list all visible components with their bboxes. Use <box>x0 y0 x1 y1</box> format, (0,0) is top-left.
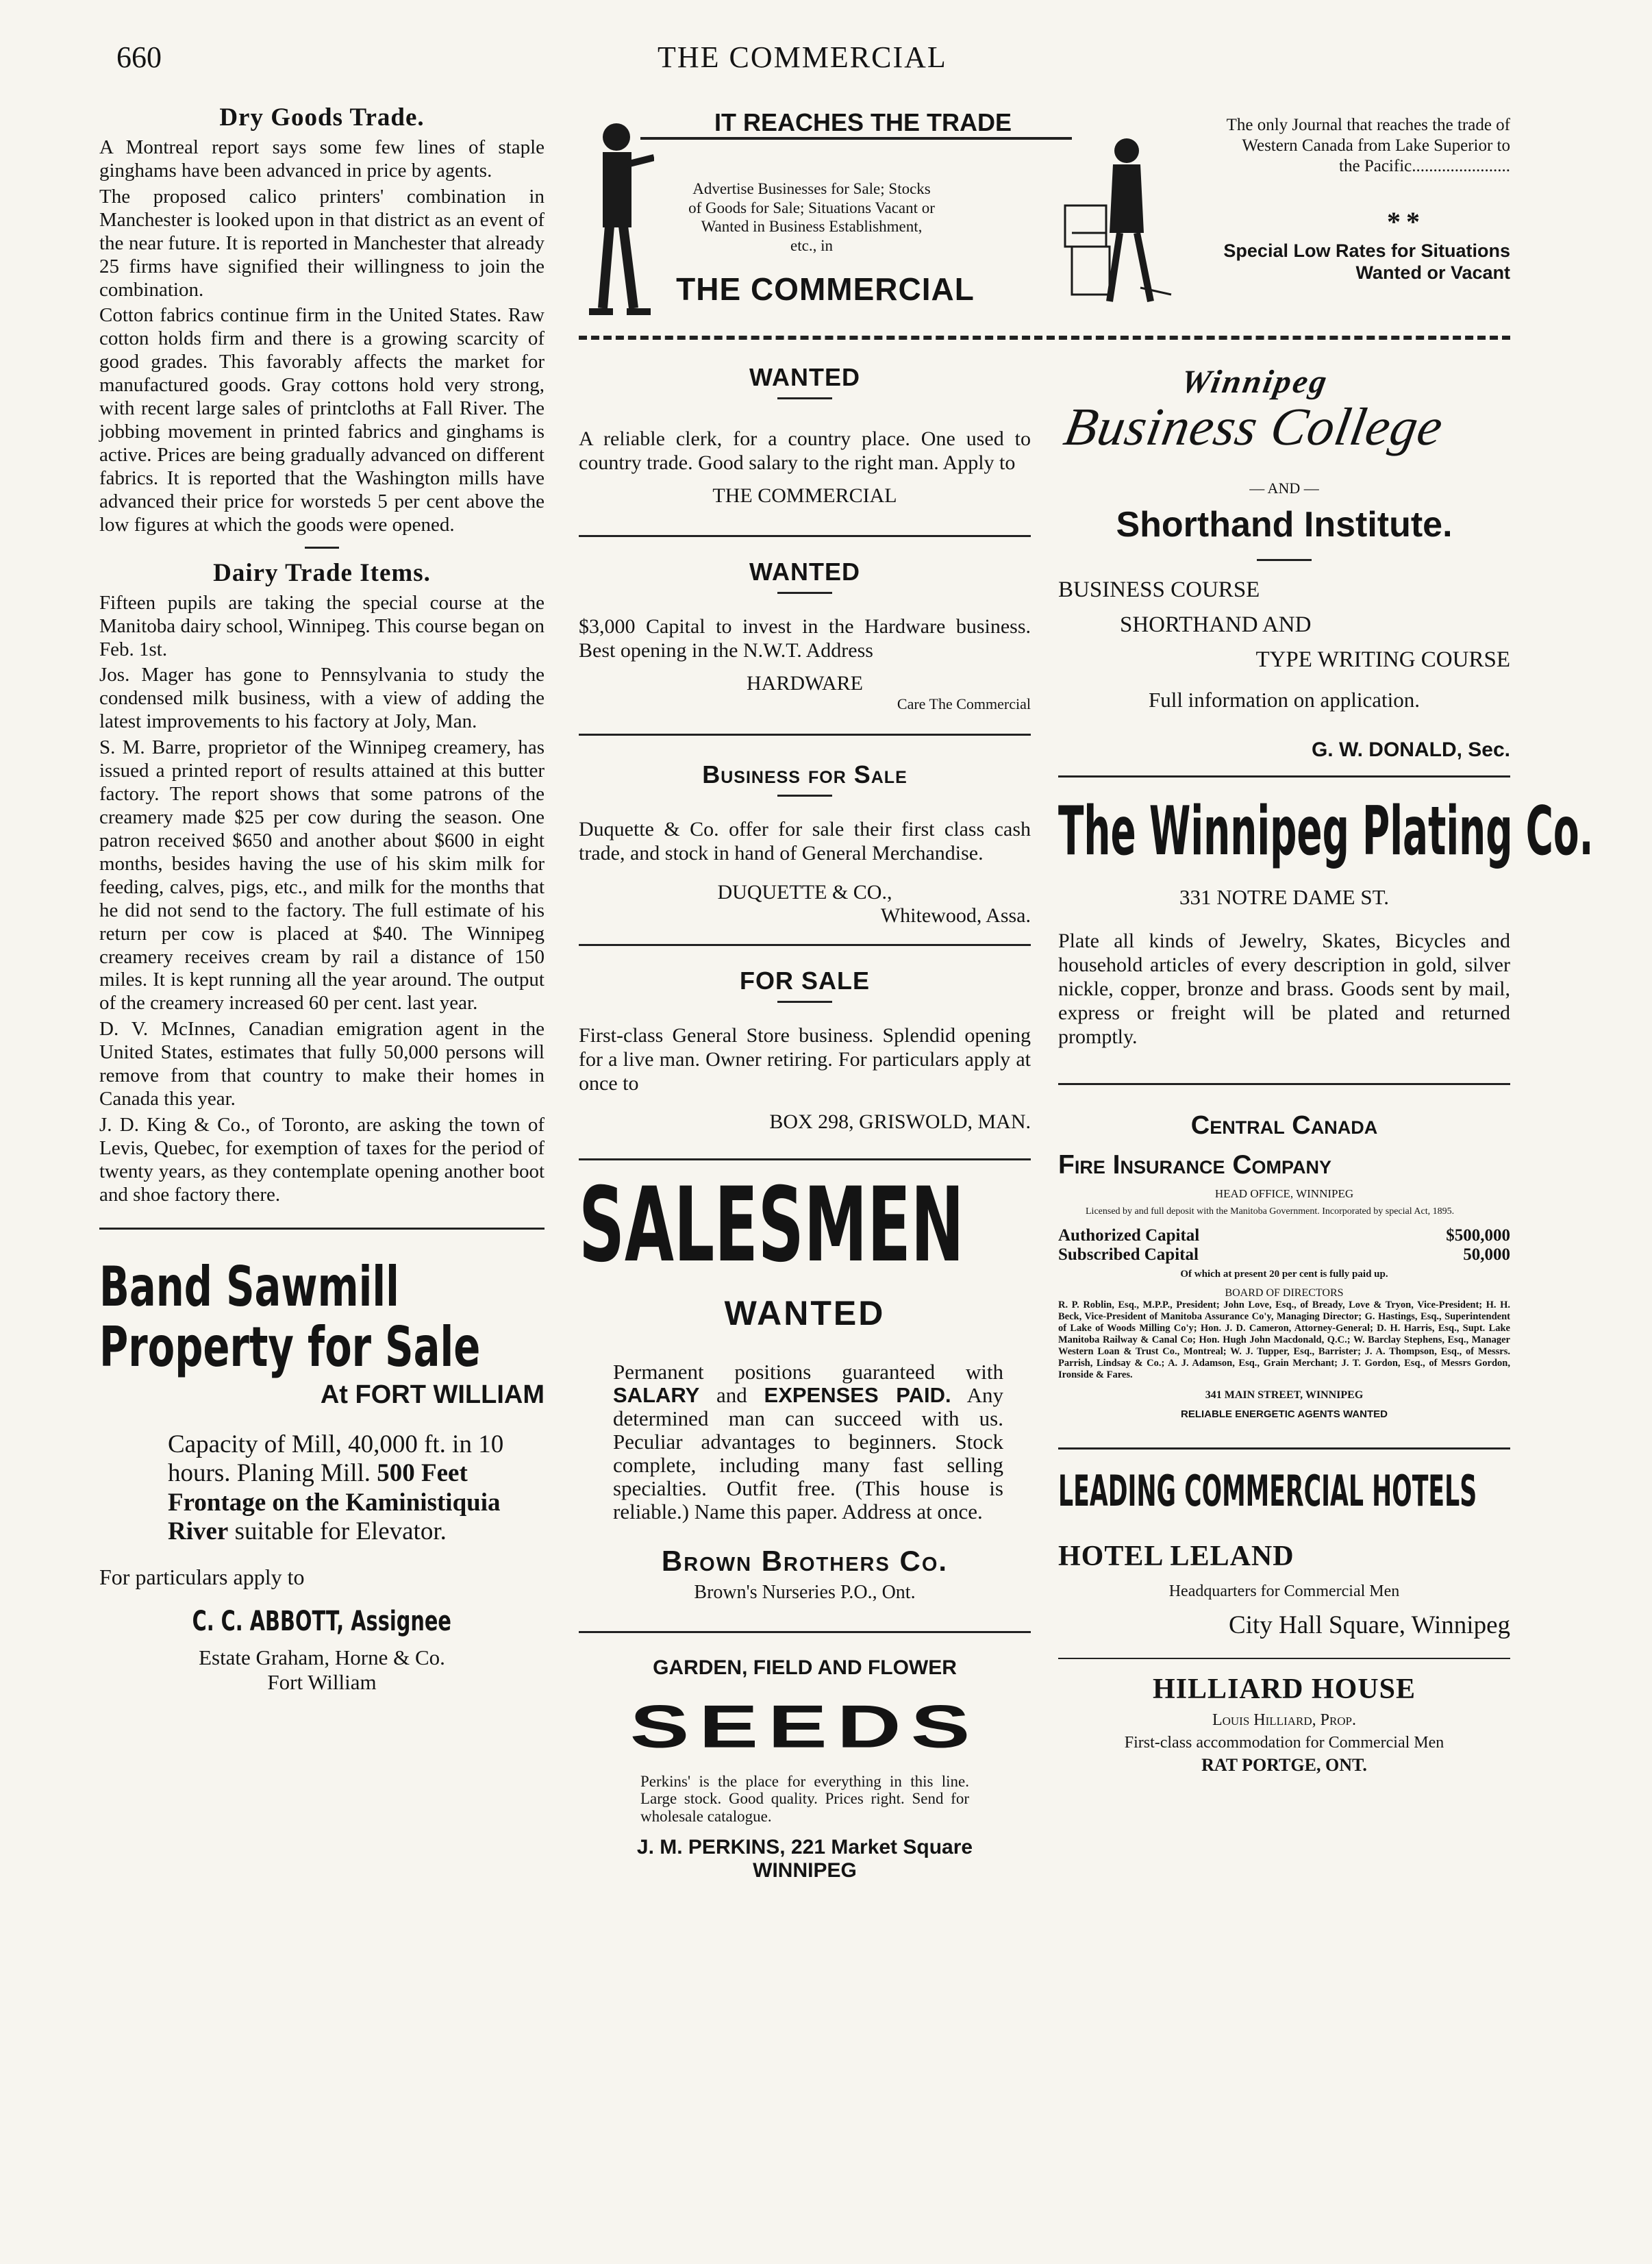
salesmen-firm-address: Brown's Nurseries P.O., Ont. <box>694 1581 916 1603</box>
sawmill-title-2: Property for Sale <box>99 1315 481 1379</box>
sawmill-agent: C. C. ABBOTT, Assignee <box>192 1605 452 1637</box>
wanted1-body: A reliable clerk, for a country place. One used to country trade. Good salary to the right man. Apply to <box>579 427 1031 475</box>
banner-stars: ** <box>1387 206 1425 237</box>
dry-goods-heading: Dry Goods Trade. <box>219 103 425 132</box>
salesmen-body-e: Any determined man can succeed with us. Peculiar advantages to beginners. Stock complete, including many fast selling specialties. Outfit free. (This house is reliable.) Name this paper. Address at once. <box>613 1382 1003 1524</box>
seeds-top: GARDEN, FIELD AND FLOWER <box>653 1656 957 1679</box>
college-script-1: Winnipeg <box>1178 364 1331 400</box>
insurance-paid-note: Of which at present 20 per cent is fully paid up. <box>1180 1268 1388 1280</box>
college-logo <box>1058 363 1510 480</box>
college-secretary: G. W. DONALD, Sec. <box>1311 738 1510 761</box>
banner-paper: THE COMMERCIAL <box>676 271 975 307</box>
insurance-directors: R. P. Roblin, Esq., M.P.P., President; John Love, Esq., of Bready, Love & Tryon, Vice-President; H. H. Beck, Vice-President of Manitoba Assurance Co'y, Managing Director; G. Hastings, Esq., Superintendent of Lake of Woods Milling Co'y; Hon. J. D. Cameron, Attorney-General; D. H. Harris, Esq., Supt. Lake Manitoba Railway & Canal Co; Hon. Hugh John Macdonald, Q.C.; W. Barclay Stephens, Esq., Manager Western Loan & Trust Co., Montreal; W. J. Tupper, Esq., Barrister; J. A. Thompson, Esq., of Messrs. Parrish, Lindsay & Co.; A. J. Adamson, Esq., Grain Merchant; J. T. Gordon, Esq., of Messrs Gordon, Ironside & Fares. <box>1058 1299 1510 1381</box>
college-script-2: Business College <box>1060 397 1448 456</box>
college-line-2: SHORTHAND AND <box>1120 612 1312 637</box>
subscribed-capital-value: 50,000 <box>1463 1245 1510 1264</box>
authorized-capital-label: Authorized Capital <box>1058 1226 1200 1245</box>
salesmen-body-a: Permanent positions guaranteed with <box>613 1359 1003 1384</box>
college-title: Shorthand Institute. <box>1116 505 1453 545</box>
banner-right-text: The only Journal that reaches the trade of Western Canada from Lake Superior to the Pacific....................... <box>1226 116 1510 175</box>
hotels-title: LEADING COMMERCIAL HOTELS <box>1058 1466 1477 1517</box>
college-line-3: TYPE WRITING COURSE <box>1255 647 1510 672</box>
for-sale-contact: BOX 298, GRISWOLD, MAN. <box>769 1110 1031 1133</box>
running-head: THE COMMERCIAL <box>658 40 947 74</box>
insurance-board-heading: BOARD OF DIRECTORS <box>1225 1286 1344 1299</box>
authorized-capital-value: $500,000 <box>1446 1226 1510 1245</box>
salesmen-firm: Brown Brothers Co. <box>661 1544 949 1577</box>
banner-special: Special Low Rates for Situations Wanted or Vacant <box>1223 240 1510 284</box>
salesmen-subtitle: WANTED <box>724 1293 886 1332</box>
column-middle <box>579 363 1031 1882</box>
wanted1-contact: THE COMMERCIAL <box>712 484 897 508</box>
page-number: 660 <box>116 40 162 74</box>
dry-goods-p3: Cotton fabrics continue firm in the United States. Raw cotton holds firm and there is a growing scarcity of good grades. This favorably affects the market for manufactured goods. Gray cottons hold very strong, with recent large sales of printcloths at Fall River. The jobbing movement in printed fabrics and ginghams is active. Prices are being gradually advanced on different fabrics. It is reported that the Washington mills have advanced their price for worsteds 5 per cent above the low figures at which the goods were opened. <box>99 304 545 536</box>
banner-headline: IT REACHES THE TRADE <box>714 108 1012 136</box>
business-sale-body: Duquette & Co. offer for sale their first class cash trade, and stock in hand of General Merchandise. <box>579 818 1031 865</box>
insurance-title-1: Central Canada <box>1190 1111 1378 1141</box>
salesmen-body-d: EXPENSES PAID. <box>764 1382 951 1407</box>
sawmill-body-a: Capacity of Mill, 40,000 ft. in 10 hours. Planing Mill. <box>168 1430 504 1488</box>
salesmen-body-c: and <box>716 1382 747 1407</box>
business-sale-contact-1: DUQUETTE & CO., <box>717 880 892 904</box>
sawmill-estate: Estate Graham, Horne & Co. <box>199 1645 445 1669</box>
hilliard-house-line: First-class accommodation for Commercial Men <box>1124 1734 1444 1752</box>
hotel-leland-line: Headquarters for Commercial Men <box>1168 1582 1400 1601</box>
sawmill-body-c: suitable for Elevator. <box>234 1517 447 1546</box>
insurance-street: 341 MAIN STREET, WINNIPEG <box>1205 1389 1364 1402</box>
dairy-p2: Jos. Mager has gone to Pennsylvania to study the condensed milk business, with a view of adding the latest improvements to his factory at Joly, Man. <box>99 664 545 733</box>
hilliard-house-name: HILLIARD HOUSE <box>1153 1674 1416 1706</box>
insurance-head-office: HEAD OFFICE, WINNIPEG <box>1214 1187 1354 1201</box>
hotel-leland-address: City Hall Square, Winnipeg <box>1229 1611 1510 1640</box>
wanted2-care: Care The Commercial <box>897 695 1031 713</box>
dry-goods-p2: The proposed calico printers' combination in Manchester is looked upon in that district as an event of the near future. It is reported in Manchester that already 25 firms have signified their willingness to join the combination. <box>99 185 545 301</box>
insurance-agents-wanted: RELIABLE ENERGETIC AGENTS WANTED <box>1181 1408 1388 1421</box>
business-sale-contact-2: Whitewood, Assa. <box>880 904 1031 927</box>
college-info: Full information on application. <box>1148 688 1421 712</box>
salesmen-body-b: SALARY <box>613 1382 700 1407</box>
commercial-banner <box>579 103 1510 329</box>
sawmill-location: At FORT WILLIAM <box>320 1380 545 1409</box>
dairy-p4: D. V. McInnes, Canadian emigration agent in the United States, estimates that fully 50,000 persons will remove from that country to make their homes in Canada this year. <box>99 1018 545 1110</box>
sawmill-place: Fort William <box>267 1669 377 1694</box>
hilliard-house-address: RAT PORTGE, ONT. <box>1201 1755 1367 1776</box>
dairy-p1: Fifteen pupils are taking the special course at the Manitoba dairy school, Winnipeg. This course began on Feb. 1st. <box>99 591 545 660</box>
wanted2-body: $3,000 Capital to invest in the Hardware business. Best opening in the N.W.T. Address <box>579 615 1031 662</box>
college-line-1: BUSINESS COURSE <box>1058 577 1260 602</box>
seeds-body: Perkins' is the place for everything in this line. Large stock. Good quality. Prices right. Send for wholesale catalogue. <box>640 1773 969 1825</box>
plating-body: Plate all kinds of Jewelry, Skates, Bicycles and household articles of every description in gold, silver nickle, copper, bronze and brass. Goods sent by mail, express or freight will be plated and returned promptly. <box>1058 930 1510 1049</box>
sawmill-title-1: Band Sawmill <box>99 1254 399 1319</box>
banner-text: Advertise Businesses for Sale; Stocks of Goods for Sale; Situations Vacant or Wanted in Business Establishment, etc., in <box>688 180 935 254</box>
seeds-title: SEEDS <box>629 1691 980 1761</box>
dairy-heading: Dairy Trade Items. <box>213 558 431 587</box>
for-sale-body: First-class General Store business. Splendid opening for a live man. Owner retiring. For particulars apply at once to <box>579 1023 1031 1095</box>
wanted1-heading: WANTED <box>749 363 860 391</box>
insurance-licensed: Licensed by and full deposit with the Manitoba Government. Incorporated by special Act, 1895. <box>1086 1206 1455 1217</box>
banner-divider <box>579 336 1510 340</box>
dairy-p5: J. D. King & Co., of Toronto, are asking the town of Levis, Quebec, for exemption of taxes for the period of twenty years, as they contemplate opening another boot and shoe factory there. <box>99 1113 545 1206</box>
college-and: — AND — <box>1249 480 1319 497</box>
salesmen-title: SALESMEN <box>579 1165 964 1285</box>
man-with-crates-illustration <box>1058 130 1175 308</box>
seeds-firm: J. M. PERKINS, 221 Market Square <box>636 1835 973 1858</box>
for-sale-heading: FOR SALE <box>739 966 870 995</box>
plating-address: 331 NOTRE DAME ST. <box>1179 885 1389 909</box>
column-separator <box>563 103 564 2172</box>
subscribed-capital-label: Subscribed Capital <box>1058 1245 1199 1264</box>
insurance-title-2: Fire Insurance Company <box>1058 1150 1332 1180</box>
sawmill-apply: For particulars apply to <box>99 1564 305 1589</box>
wanted2-contact: HARDWARE <box>747 672 863 695</box>
column-right <box>1058 363 1594 1776</box>
seeds-city: WINNIPEG <box>753 1858 857 1882</box>
sawmill-ad <box>99 1254 545 1695</box>
wanted2-heading: WANTED <box>749 558 860 586</box>
sawmill-body-b: 500 Feet Frontage on the Kaministiquia River <box>168 1459 501 1546</box>
dry-goods-p1: A Montreal report says some few lines of staple ginghams have been advanced in price by agents. <box>99 136 545 182</box>
hotel-leland-name: HOTEL LELAND <box>1058 1541 1294 1573</box>
man-with-pole-illustration <box>579 116 654 322</box>
plating-title: The Winnipeg Plating Co. <box>1058 793 1594 871</box>
dairy-p3: S. M. Barre, proprietor of the Winnipeg creamery, has issued a printed report of results attained at this butter factory. The report shows that some patrons of the creamery made $25 per cow during the season. One patron received $650 and another about $600 in eight months, besides having the use of his skim milk for feeding, calves, pigs, etc., and milk for the months that he did not send to the factory. The full estimate of his return per cow is placed at $40. The Winnipeg creamery receives cream by rail a distance of 150 miles. It is kept running all the year around. The output of the creamery increased 60 per cent. last year. <box>99 736 545 1015</box>
column-left <box>99 103 545 1695</box>
hilliard-house-proprietor: Louis Hilliard, Prop. <box>1212 1711 1357 1730</box>
business-sale-heading: Business for Sale <box>702 760 908 789</box>
